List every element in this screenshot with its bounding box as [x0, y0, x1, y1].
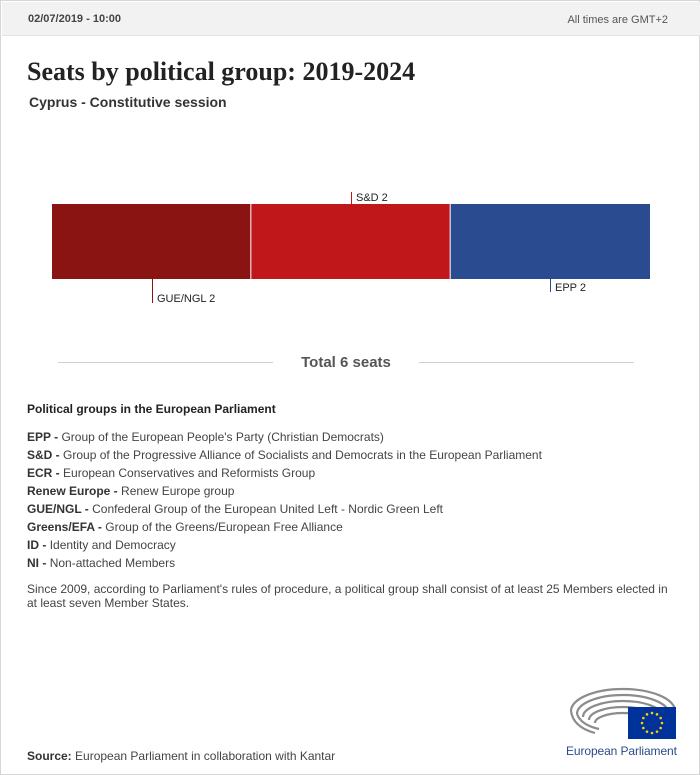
total-seats-label: Total 6 seats — [301, 354, 391, 371]
session-datetime: 02/07/2019 - 10:00 — [28, 13, 121, 25]
legend-item — [27, 428, 677, 446]
eu-star-icon — [656, 713, 659, 716]
legend-item — [27, 446, 677, 464]
eu-star-icon — [656, 730, 659, 733]
legend-item-desc: Non-attached Members — [49, 556, 176, 570]
eu-star-icon — [651, 732, 654, 735]
source-label: Source: — [27, 749, 72, 763]
legend-item-abbr: EPP - — [27, 430, 59, 444]
legend-title: Political groups in the European Parliament — [27, 402, 276, 416]
legend-item-desc: Group of the Progressive Alliance of Socialists and Democrats in the European Parliament — [63, 448, 542, 462]
source-line — [27, 749, 335, 763]
legend-item-abbr: Renew Europe - — [27, 484, 118, 498]
seats-chart — [1, 181, 700, 311]
legend-item — [27, 554, 677, 572]
seats-chart-svg — [1, 181, 700, 311]
rules-note: Since 2009, according to Parliament's rules of procedure, a political group shall consist of at least 25 Members elected in at least seven Member States. — [27, 582, 668, 610]
logo-text: European Parliament — [566, 744, 677, 758]
legend-item-abbr: S&D - — [27, 448, 60, 462]
legend-item-desc: Identity and Democracy — [49, 538, 176, 552]
legend-item-desc: Group of the European People's Party (Christian Democrats) — [61, 430, 384, 444]
legend-item-abbr: ID - — [27, 538, 47, 552]
bar-segment-s-d — [251, 204, 449, 279]
eu-star-icon — [646, 730, 649, 733]
bar-segment-gue-ngl — [52, 204, 250, 279]
legend-item — [27, 482, 677, 500]
legend-item-desc: Group of the Greens/European Free Alliance — [105, 520, 343, 534]
top-bar — [2, 2, 700, 36]
timezone-note: All times are GMT+2 — [567, 14, 668, 26]
eu-star-icon — [659, 717, 662, 720]
legend-item-desc: Confederal Group of the European United Left - Nordic Green Left — [92, 502, 443, 516]
legend-item — [27, 536, 677, 554]
bar-label: S&D 2 — [356, 192, 388, 204]
page-title: Seats by political group: 2019-2024 — [27, 57, 416, 86]
page-subtitle: Cyprus - Constitutive session — [29, 94, 227, 110]
legend-item-abbr: NI - — [27, 556, 47, 570]
eu-star-icon — [641, 722, 644, 725]
legend-item — [27, 518, 677, 536]
eu-star-icon — [651, 712, 654, 715]
european-parliament-logo — [565, 681, 681, 761]
eu-star-icon — [661, 722, 664, 725]
bar-label: GUE/NGL 2 — [157, 293, 216, 305]
total-divider-right — [419, 362, 634, 363]
eu-star-icon — [642, 717, 645, 720]
legend-item — [27, 464, 677, 482]
eu-star-icon — [659, 727, 662, 730]
source-text: European Parliament in collaboration with Kantar — [75, 749, 336, 763]
legend-item — [27, 500, 677, 518]
legend-item-abbr: ECR - — [27, 466, 60, 480]
legend-list — [27, 428, 677, 572]
total-seats-row — [58, 353, 634, 373]
bar-label: EPP 2 — [555, 282, 586, 294]
hemicycle-flag-icon — [565, 681, 681, 743]
legend-item-desc: Renew Europe group — [121, 484, 235, 498]
eu-star-icon — [642, 727, 645, 730]
legend-item-abbr: GUE/NGL - — [27, 502, 89, 516]
eu-star-icon — [646, 713, 649, 716]
legend-item-desc: European Conservatives and Reformists Group — [63, 466, 316, 480]
legend-item-abbr: Greens/EFA - — [27, 520, 102, 534]
bar-segment-epp — [451, 204, 650, 279]
